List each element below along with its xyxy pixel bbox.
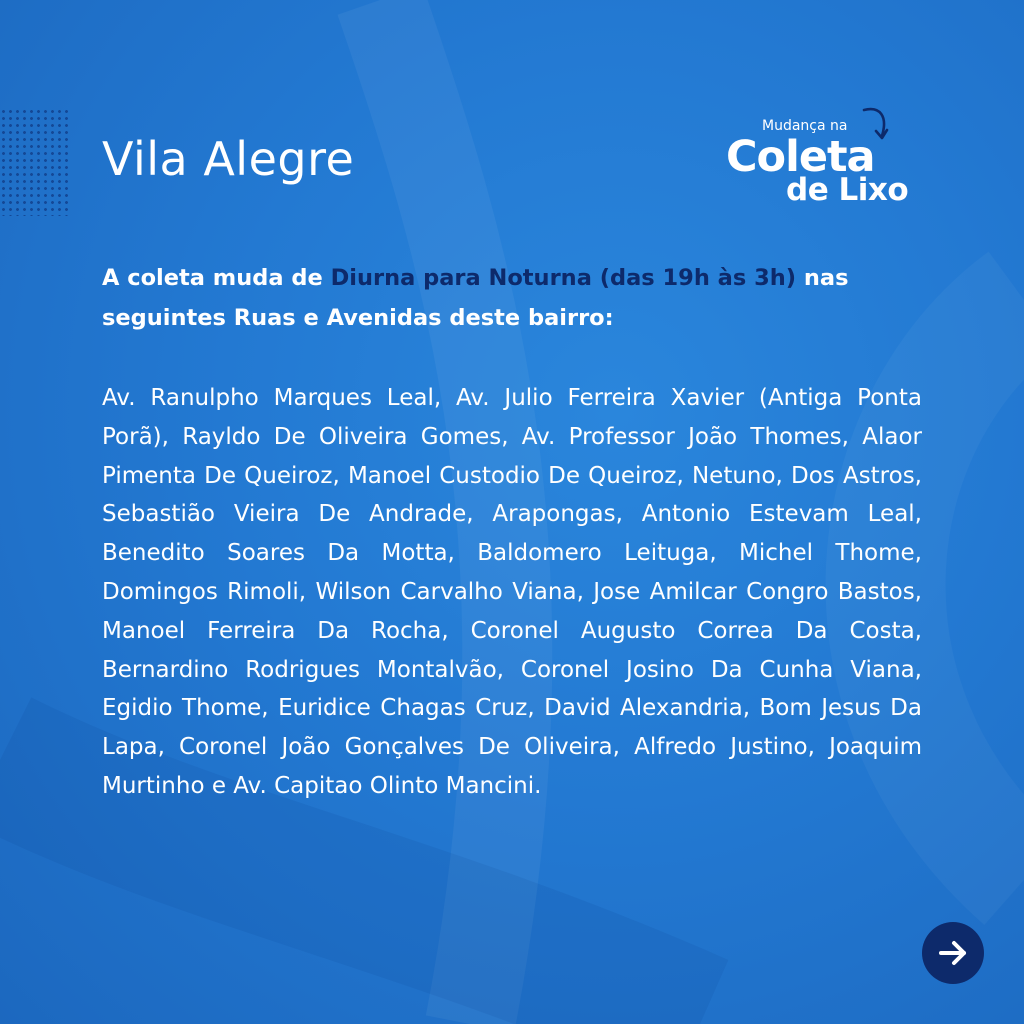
schedule-highlight: Diurna para Noturna (das 19h às 3h) [330, 265, 797, 291]
logo-main-text: Coleta [726, 132, 875, 182]
streets-list: Av. Ranulpho Marques Leal, Av. Julio Ferreira Xavier (Antiga Ponta Porã), Rayldo De Oliveira Gomes, Av. Professor João Thomes, Alaor Pimenta De Queiroz, Manoel Custodio De Queiroz, Netuno, Dos Astros, Sebastião Vieira De Andrade, Arapongas, Antonio Estevam Leal, Benedito Soares Da Motta, Baldomero Leituga, Michel Thome, Domingos Rimoli, Wilson Carvalho Viana, Jose Amilcar Congro Bastos, Manoel Ferreira Da Rocha, Coronel Augusto Correa Da Costa, Bernardino Rodrigues Montalvão, Coronel Josino Da Cunha Viana, Egidio Thome, Euridice Chagas Cruz, David Alexandria, Bom Jesus Da Lapa, Coronel João Gonçalves De Oliveira, Alfredo Justino, Joaquim Murtinho e Av. Capitao Olinto Mancini. [102, 385, 922, 799]
intro-text [102, 258, 922, 338]
logo [722, 104, 922, 216]
dot-pattern [0, 108, 70, 216]
logo-sub-text: de Lixo [786, 172, 909, 208]
intro-part-2: nas seguintes Ruas e Avenidas deste bairro: [102, 265, 849, 331]
logo-top-text: Mudança na [762, 118, 848, 134]
arrow-right-icon [936, 936, 970, 970]
next-button[interactable] [922, 922, 984, 984]
intro-part-1: A coleta muda de [102, 265, 331, 291]
page-title: Vila Alegre [102, 132, 355, 186]
